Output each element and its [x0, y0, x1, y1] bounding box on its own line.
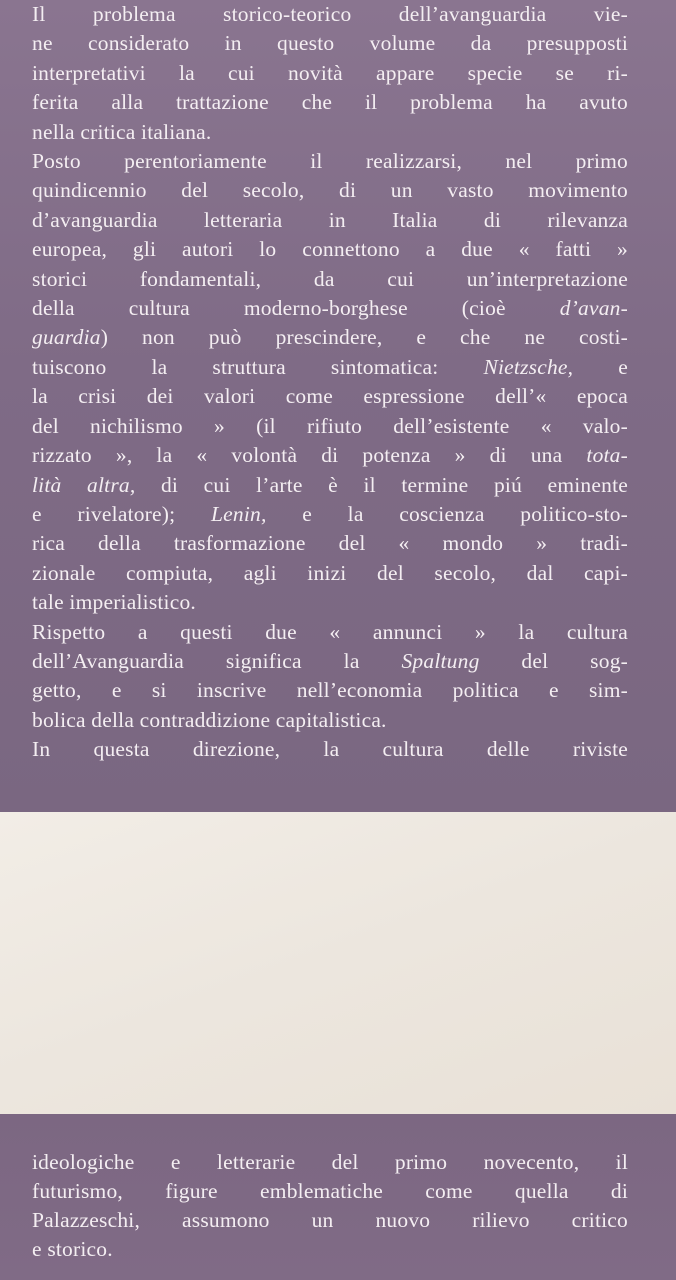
- text-line: quindicennio del secolo, di un vasto movimento: [32, 178, 628, 203]
- text-line: Posto perentoriamente il realizzarsi, nel primo: [32, 149, 628, 174]
- text-line: getto, e si inscrive nell’economia politica e sim-: [32, 678, 628, 703]
- italic-fragment: lità altra,: [32, 472, 136, 497]
- middle-cream-band: [0, 812, 676, 1114]
- text-line: [32, 353, 628, 382]
- text-line: tale imperialistico.: [32, 590, 197, 615]
- text-line: [32, 647, 628, 676]
- text-fragment: tuiscono la struttura sintomatica:: [32, 354, 484, 379]
- text-line: In questa direzione, la cultura delle riviste: [32, 737, 628, 762]
- text-line: ferita alla trattazione che il problema ha avuto: [32, 90, 628, 115]
- italic-fragment: Spaltung: [401, 648, 480, 673]
- text-line: e storico.: [32, 1237, 113, 1261]
- text-fragment: dell’Avanguardia significa la: [32, 648, 402, 673]
- text-line: rica della trasformazione del « mondo » tradi-: [32, 531, 628, 556]
- text-fragment: di cui l’arte è il termine piú eminente: [135, 472, 628, 497]
- italic-fragment: tota-: [586, 443, 628, 468]
- text-fragment: della cultura moderno-borghese (cioè: [32, 296, 560, 321]
- text-fragment: del sog-: [479, 648, 629, 673]
- italic-fragment: d’avan-: [559, 296, 628, 321]
- blurb-text-top: [32, 0, 628, 765]
- text-line: del nichilismo » (il rifiuto dell’esistente « valo-: [32, 413, 628, 438]
- text-line: europea, gli autori lo connettono a due « fatti »: [32, 237, 628, 262]
- text-line: zionale compiuta, agli inizi del secolo, dal capi-: [32, 560, 628, 585]
- text-fragment: e: [573, 354, 628, 379]
- text-line: la crisi dei valori come espressione dell’« epoca: [32, 384, 628, 409]
- text-fragment: rizzato », la « volontà di potenza » di una: [32, 443, 587, 468]
- text-fragment: ) non può prescindere, e che ne costi-: [100, 325, 628, 350]
- text-line: ne considerato in questo volume da presupposti: [32, 31, 628, 56]
- text-line: bolica della contraddizione capitalistica.: [32, 707, 387, 732]
- text-fragment: e la coscienza politico-sto-: [266, 501, 629, 526]
- text-line: ideologiche e letterarie del primo novecento, il: [32, 1150, 628, 1174]
- text-line: Rispetto a questi due « annunci » la cultura: [32, 619, 628, 644]
- text-line: Palazzeschi, assumono un nuovo rilievo critico: [32, 1208, 628, 1232]
- italic-fragment: Lenin,: [211, 501, 267, 526]
- blurb-text-bottom: [32, 1148, 628, 1264]
- text-line: nella critica italiana.: [32, 119, 212, 144]
- italic-fragment: guardia: [32, 325, 101, 350]
- text-line: storici fondamentali, da cui un’interpretazione: [32, 266, 628, 291]
- text-line: [32, 471, 628, 500]
- italic-fragment: Nietzsche,: [483, 354, 574, 379]
- text-line: [32, 441, 628, 470]
- text-line: futurismo, figure emblematiche come quella di: [32, 1179, 628, 1203]
- text-line: interpretativi la cui novità appare specie se ri-: [32, 60, 628, 85]
- text-line: [32, 294, 628, 323]
- text-line: Il problema storico-teorico dell’avanguardia vie-: [32, 2, 628, 26]
- text-fragment: e rivelatore);: [32, 501, 212, 526]
- text-line: [32, 500, 628, 529]
- text-line: d’avanguardia letteraria in Italia di rilevanza: [32, 207, 628, 232]
- text-line: [32, 323, 628, 352]
